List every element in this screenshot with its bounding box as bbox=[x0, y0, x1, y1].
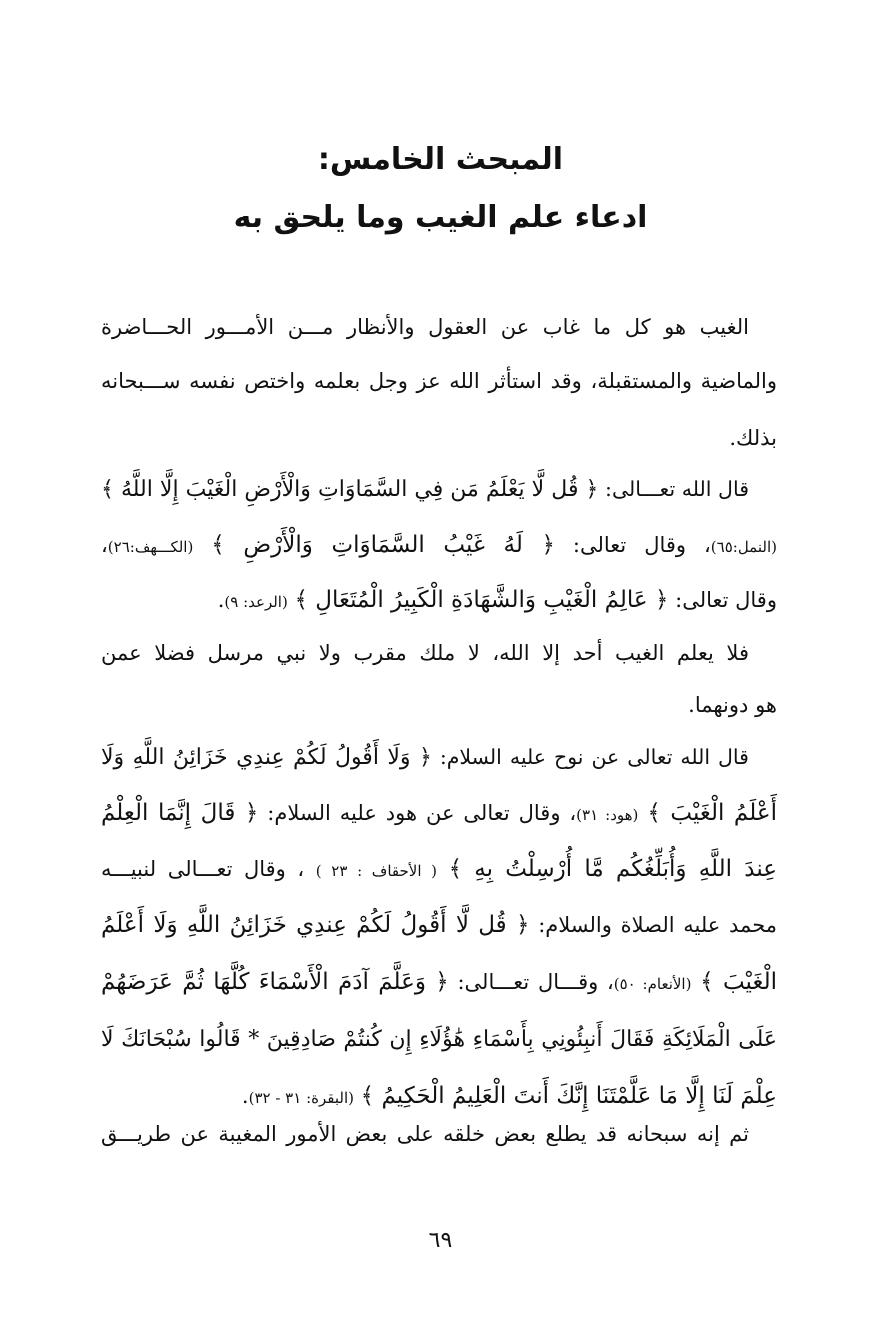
quran-verse-ahqaf: ﴿ قَالَ إِنَّمَا الْعِلْمُ bbox=[101, 800, 259, 826]
p2-text: وقال تعالى: bbox=[675, 588, 777, 612]
quran-verse-anam: الْغَيْبَ ﴾ bbox=[700, 969, 777, 995]
p3-line-1: فلا يعلم الغيب أحد إلا الله، لا ملك مقرب ولا نبي مرسل فضلا عمن bbox=[101, 641, 749, 665]
p5-line-1: ثم إنه سبحانه قد يطلع بعض خلقه على بعض الأمور المغيبة عن طريـــق bbox=[101, 1122, 749, 1146]
p2-line-3 bbox=[101, 573, 777, 627]
p4-line-4 bbox=[101, 898, 777, 952]
quran-verse-rad: ﴿ عَالِمُ الْغَيْبِ وَالشَّهَادَةِ الْكَبِيرُ الْمُتَعَالِ ﴾ bbox=[294, 587, 669, 613]
verse-reference: ( الأحقاف : ٢٣ ) bbox=[315, 862, 437, 880]
p2-text: قال الله تعـــالى: bbox=[605, 477, 750, 501]
p4-line-1 bbox=[101, 730, 749, 784]
p4-text: محمد عليه الصلاة والسلام: bbox=[538, 913, 777, 937]
p2-text: . bbox=[217, 588, 225, 612]
quran-verse-naml: ﴿ قُل لَّا يَعْلَمُ مَن فِي السَّمَاوَاتِ وَالْأَرْضِ الْغَيْبَ إِلَّا اللَّهُ ﴾ bbox=[101, 477, 599, 502]
verse-reference: (النمل:٦٥) bbox=[710, 538, 777, 556]
quran-verse-baqarah: عِلْمَ لَنَا إِلَّا مَا عَلَّمْتَنَا إِنَّكَ أَنتَ الْعَلِيمُ الْحَكِيمُ ﴾ bbox=[360, 1083, 777, 1109]
p1-line-1: الغيب هو كل ما غاب عن العقول والأنظار مـــن الأمـــور الحـــاضرة bbox=[101, 315, 749, 339]
chapter-title: ادعاء علم الغيب وما يلحق به bbox=[233, 200, 648, 235]
section-heading: المبحث الخامس: bbox=[317, 142, 564, 177]
p2-line-2 bbox=[101, 518, 777, 572]
quran-verse-hud: ﴿ وَلَا أَقُولُ لَكُمْ عِندِي خَزَائِنُ اللَّهِ وَلَا bbox=[101, 745, 432, 770]
p4-text: ، وقال تعالى عن هود عليه السلام: bbox=[267, 801, 577, 825]
verse-reference: (الرعد: ٩) bbox=[224, 593, 288, 611]
p1-line-3: بذلك. bbox=[729, 426, 777, 450]
verse-reference: (البقرة: ٣١ - ٣٢) bbox=[248, 1089, 354, 1107]
p1-line-2: والماضية والمستقبلة، وقد استأثر الله عز وجل بعلمه واختص نفسه ســـبحانه bbox=[101, 369, 777, 393]
quran-verse-baqarah: ﴿ وَعَلَّمَ آدَمَ الْأَسْمَاءَ كُلَّهَا ثُمَّ عَرَضَهُمْ bbox=[101, 969, 449, 995]
p2-line-1 bbox=[101, 462, 749, 516]
p2-text: ، bbox=[101, 533, 108, 557]
verse-reference: (الأنعام: ٥٠) bbox=[613, 975, 692, 993]
quran-verse-ahqaf: عِندَ اللَّهِ وَأُبَلِّغُكُم مَّا أُرْسِلْتُ بِهِ ﴾ bbox=[448, 856, 777, 882]
p4-line-2 bbox=[101, 786, 777, 840]
quran-verse-kahf: ﴿ لَهُ غَيْبُ السَّمَاوَاتِ وَالْأَرْضِ ﴾ bbox=[211, 532, 555, 558]
quran-verse-baqarah: عَلَى الْمَلَائِكَةِ فَقَالَ أَنبِئُونِي بِأَسْمَاءِ هَٰؤُلَاءِ إِن كُنتُمْ صَادِقِينَ * قَالُوا سُبْحَانَكَ لَا bbox=[101, 1027, 777, 1052]
verse-reference: (هود: ٣١) bbox=[576, 806, 639, 824]
p4-line-6 bbox=[101, 1012, 777, 1066]
verse-reference: (الكـــهف:٢٦) bbox=[107, 538, 194, 556]
p3-line-2: هو دونهما. bbox=[688, 693, 777, 717]
quran-verse-hud: أَعْلَمُ الْغَيْبَ ﴾ bbox=[647, 800, 777, 826]
p4-text: قال الله تعالى عن نوح عليه السلام: bbox=[439, 745, 749, 769]
p4-text: ، وقـــال تعـــالى: bbox=[457, 970, 614, 994]
p2-text: ، وقال تعالى: bbox=[572, 533, 711, 557]
quran-verse-anam: ﴿ قُل لَّا أَقُولُ لَكُمْ عِندِي خَزَائِنُ اللَّهِ وَلَا أَعْلَمُ bbox=[101, 912, 530, 938]
p4-line-3 bbox=[101, 842, 777, 896]
p4-line-5 bbox=[101, 955, 777, 1009]
page-number: ٦٩ bbox=[428, 1228, 453, 1253]
p4-text: . bbox=[241, 1084, 249, 1108]
p4-text: ، وقال تعـــالى لنبيـــه bbox=[101, 857, 305, 881]
